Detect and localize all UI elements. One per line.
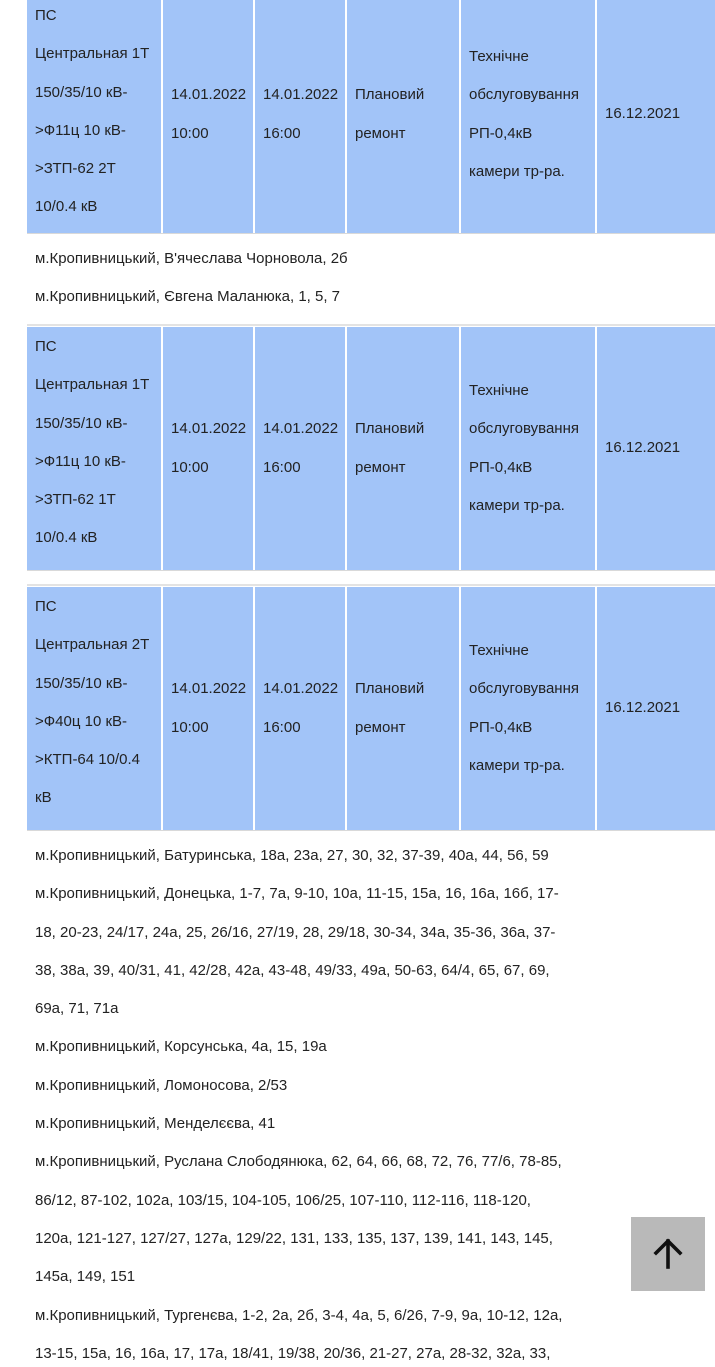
address-line: м.Кропивницький, Ломоносова, 2/53 bbox=[35, 1076, 288, 1094]
end-cell bbox=[255, 327, 347, 570]
address-list bbox=[35, 240, 580, 317]
object-line: >Ф11ц 10 кВ- bbox=[35, 121, 126, 139]
address-line: 145а, 149, 151 bbox=[35, 1268, 136, 1286]
object-line: Центральная 1Т bbox=[35, 45, 150, 63]
end-time: 16:00 bbox=[263, 718, 301, 736]
outage-row bbox=[27, 327, 715, 571]
object-line: Центральная 2Т bbox=[35, 636, 150, 654]
row-divider bbox=[27, 584, 715, 586]
object-line: 150/35/10 кВ- bbox=[35, 674, 128, 692]
address-line: 18, 20-23, 24/17, 24а, 25, 26/16, 27/19, 28, 29/18, 30-34, 34а, 35-36, 36а, 37- bbox=[35, 923, 556, 941]
object-line: 10/0.4 кВ bbox=[35, 529, 98, 547]
address-line: м.Кропивницький, Донецька, 1-7, 7а, 9-10, 10а, 11-15, 15а, 16, 16а, 16б, 17- bbox=[35, 885, 559, 903]
work-line: РП-0,4кВ bbox=[469, 124, 533, 142]
end-cell bbox=[255, 587, 347, 830]
object-cell bbox=[27, 0, 163, 233]
object-line: >Ф11ц 10 кВ- bbox=[35, 452, 126, 470]
address-item: м.Кропивницький, В'ячеслава Чорновола, 2б bbox=[35, 250, 348, 267]
address-line: 13-15, 15а, 16, 16а, 17, 17а, 18/41, 19/38, 20/36, 21-27, 27а, 28-32, 32а, 33, bbox=[35, 1344, 551, 1362]
work-line: РП-0,4кВ bbox=[469, 718, 533, 736]
start-date: 14.01.2022 bbox=[171, 420, 247, 438]
published-cell bbox=[597, 327, 715, 570]
object-cell bbox=[27, 587, 163, 830]
scroll-to-top-button[interactable] bbox=[631, 1217, 705, 1291]
end-time: 16:00 bbox=[263, 458, 301, 476]
object-line: 150/35/10 кВ- bbox=[35, 83, 128, 101]
start-date: 14.01.2022 bbox=[171, 680, 247, 698]
address-line: 69а, 71, 71а bbox=[35, 1000, 119, 1018]
start-time: 10:00 bbox=[171, 124, 209, 142]
work-cell bbox=[461, 587, 597, 830]
object-line: >ЗТП-62 1Т bbox=[35, 491, 116, 509]
object-line: >ЗТП-62 2Т bbox=[35, 160, 116, 178]
work-cell bbox=[461, 0, 597, 233]
arrow-up-icon bbox=[651, 1236, 685, 1273]
work-line: камери тр-ра. bbox=[469, 756, 565, 774]
object-line: ПС bbox=[35, 7, 57, 24]
outage-row bbox=[27, 0, 715, 234]
end-date: 14.01.2022 bbox=[263, 680, 339, 698]
type-line: Плановий bbox=[355, 680, 425, 698]
address-line: м.Кропивницький, Тургенєва, 1-2, 2а, 2б, 3-4, 4а, 5, 6/26, 7-9, 9а, 10-12, 12а, bbox=[35, 1306, 563, 1324]
published-cell bbox=[597, 0, 715, 233]
type-line: Плановий bbox=[355, 86, 425, 104]
object-line: >КТП-64 10/0.4 bbox=[35, 751, 140, 769]
start-cell bbox=[163, 587, 255, 830]
work-line: Технічне bbox=[469, 47, 529, 65]
work-line: РП-0,4кВ bbox=[469, 458, 533, 476]
work-line: камери тр-ра. bbox=[469, 496, 565, 514]
address-list bbox=[35, 837, 580, 1367]
object-line: 150/35/10 кВ- bbox=[35, 414, 128, 432]
work-line: камери тр-ра. bbox=[469, 162, 565, 180]
arrow-up-icon-graphic bbox=[651, 1236, 685, 1270]
work-line: обслуговування bbox=[469, 680, 579, 698]
object-cell bbox=[27, 327, 163, 570]
address-line: м.Кропивницький, Корсунська, 4а, 15, 19а bbox=[35, 1038, 327, 1056]
row-divider bbox=[27, 324, 715, 326]
type-cell bbox=[347, 0, 461, 233]
address-item: м.Кропивницький, Євгена Маланюка, 1, 5, 7 bbox=[35, 288, 341, 306]
address-line: 120а, 121-127, 127/27, 127а, 129/22, 131, 133, 135, 137, 139, 141, 143, 145, bbox=[35, 1229, 553, 1247]
work-line: Технічне bbox=[469, 381, 529, 399]
published-date: 16.12.2021 bbox=[605, 699, 681, 717]
object-line: 10/0.4 кВ bbox=[35, 198, 98, 216]
end-cell bbox=[255, 0, 347, 233]
outage-row bbox=[27, 587, 715, 831]
end-date: 14.01.2022 bbox=[263, 420, 339, 438]
published-cell bbox=[597, 587, 715, 830]
start-cell bbox=[163, 0, 255, 233]
published-date: 16.12.2021 bbox=[605, 439, 681, 457]
address-line: 86/12, 87-102, 102а, 103/15, 104-105, 106/25, 107-110, 112-116, 118-120, bbox=[35, 1191, 531, 1209]
object-line: ПС bbox=[35, 338, 57, 355]
object-line: кВ bbox=[35, 789, 52, 807]
address-line: м.Кропивницький, Батуринська, 18а, 23а, 27, 30, 32, 37-39, 40а, 44, 56, 59 bbox=[35, 847, 549, 864]
work-line: обслуговування bbox=[469, 420, 579, 438]
published-date: 16.12.2021 bbox=[605, 105, 681, 123]
type-line: ремонт bbox=[355, 718, 406, 736]
end-time: 16:00 bbox=[263, 124, 301, 142]
address-line: м.Кропивницький, Руслана Слободянюка, 62, 64, 66, 68, 72, 76, 77/6, 78-85, bbox=[35, 1153, 562, 1171]
end-date: 14.01.2022 bbox=[263, 86, 339, 104]
type-line: Плановий bbox=[355, 420, 425, 438]
type-line: ремонт bbox=[355, 458, 406, 476]
type-line: ремонт bbox=[355, 124, 406, 142]
work-line: Технічне bbox=[469, 641, 529, 659]
object-line: ПС bbox=[35, 598, 57, 615]
work-line: обслуговування bbox=[469, 86, 579, 104]
start-cell bbox=[163, 327, 255, 570]
type-cell bbox=[347, 587, 461, 830]
start-time: 10:00 bbox=[171, 718, 209, 736]
start-time: 10:00 bbox=[171, 458, 209, 476]
address-line: 38, 38а, 39, 40/31, 41, 42/28, 42а, 43-48, 49/33, 49а, 50-63, 64/4, 65, 67, 69, bbox=[35, 961, 550, 979]
object-line: >Ф40ц 10 кВ- bbox=[35, 712, 128, 730]
work-cell bbox=[461, 327, 597, 570]
address-line: м.Кропивницький, Менделєєва, 41 bbox=[35, 1115, 276, 1133]
object-line: Центральная 1Т bbox=[35, 376, 150, 394]
type-cell bbox=[347, 327, 461, 570]
start-date: 14.01.2022 bbox=[171, 86, 247, 104]
